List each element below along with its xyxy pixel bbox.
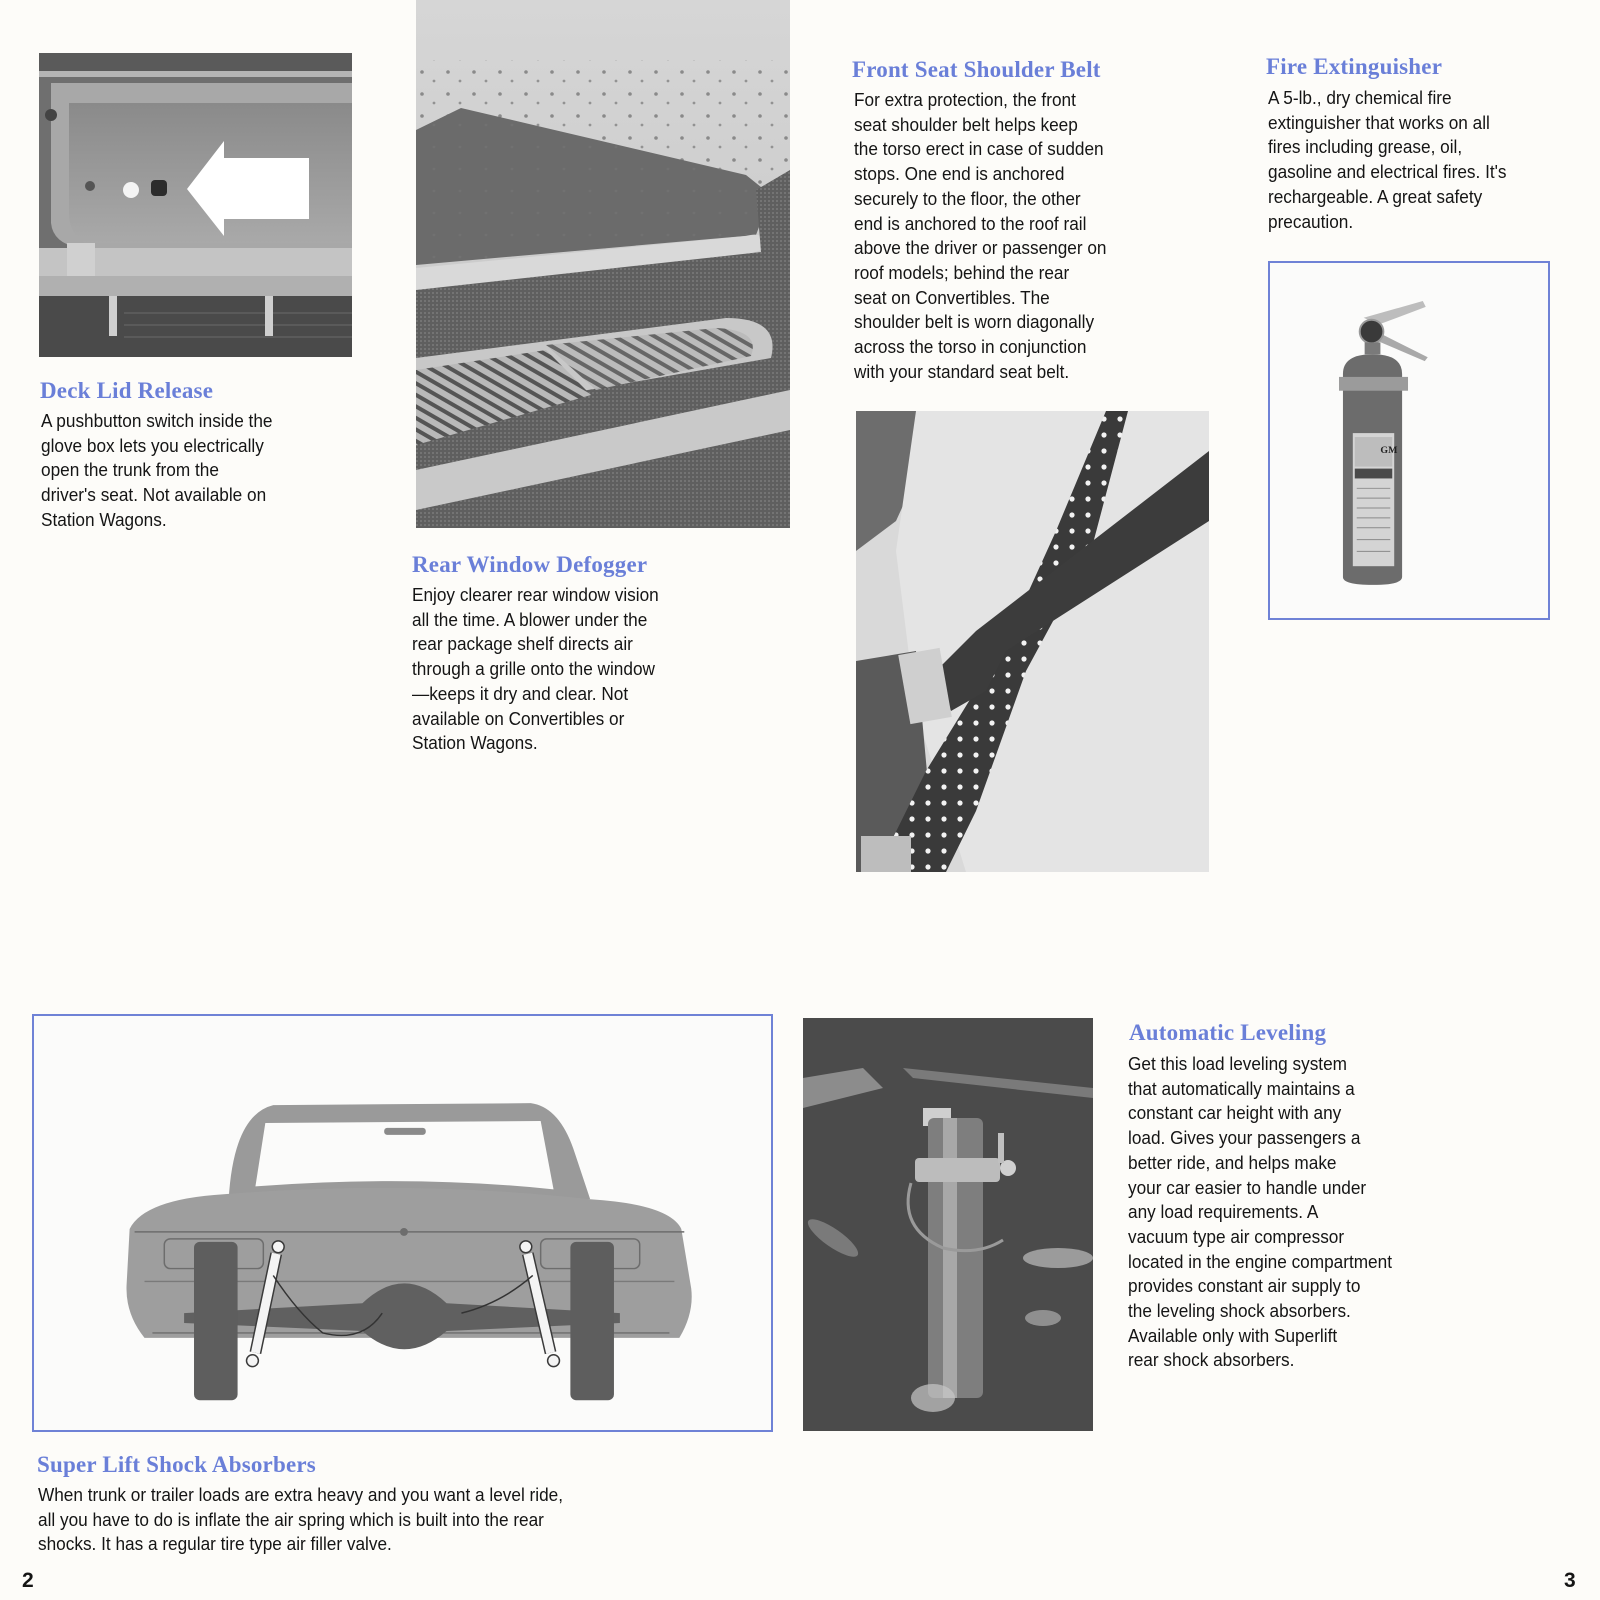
leveling-photo (803, 1018, 1093, 1431)
deck-lid-description (41, 409, 272, 533)
car-rear-illustration (34, 1016, 771, 1430)
text-line: Enjoy clearer rear window vision (412, 584, 659, 605)
text-line: provides constant air supply to (1128, 1275, 1361, 1297)
text-line: available on Convertibles or (412, 707, 625, 729)
text-line: your car easier to handle under (1128, 1176, 1367, 1198)
page-number-right: 3 (1564, 1569, 1576, 1592)
superlift-title: Super Lift Shock Absorbers (37, 1452, 316, 1477)
deck-lid-title: Deck Lid Release (40, 378, 214, 403)
text-line: fires including grease, oil, (1268, 136, 1463, 158)
text-line: open the trunk from the (41, 459, 219, 481)
text-line: across the torso in conjunction (854, 336, 1087, 358)
text-line: roof models; behind the rear (854, 261, 1070, 283)
text-line: —keeps it dry and clear. Not (412, 682, 629, 704)
text-line: vacuum type air compressor (1128, 1225, 1345, 1247)
text-line: rear package shelf directs air (412, 633, 633, 655)
extinguisher-label: GM (1380, 444, 1398, 456)
text-line: with your standard seat belt. (854, 360, 1070, 382)
text-line: glove box lets you electrically (41, 434, 264, 456)
extinguisher-photo-frame (1268, 261, 1550, 620)
text-line: A 5-lb., dry chemical fire (1268, 87, 1452, 108)
text-line: all you have to do is inflate the air spring which is built into the rear (38, 1508, 544, 1530)
text-line: Station Wagons. (412, 732, 538, 754)
defogger-photo (416, 0, 790, 528)
superlift-illustration-frame (32, 1014, 773, 1432)
text-line: the leveling shock absorbers. (1128, 1300, 1351, 1322)
superlift-description (38, 1483, 563, 1557)
text-line: gasoline and electrical fires. It's (1268, 161, 1507, 183)
text-line: the torso erect in case of sudden (854, 138, 1104, 160)
text-line: A pushbutton switch inside the (41, 410, 273, 431)
text-line: When trunk or trailer loads are extra heavy and you want a level ride, (38, 1484, 564, 1505)
text-line: rear shock absorbers. (1128, 1349, 1295, 1371)
text-line: all the time. A blower under the (412, 608, 648, 630)
text-line: Get this load leveling system (1128, 1053, 1347, 1074)
text-line: constant car height with any (1128, 1102, 1342, 1124)
text-line: precaution. (1268, 210, 1354, 232)
text-line: shoulder belt is worn diagonally (854, 311, 1095, 333)
extinguisher-description (1268, 86, 1507, 234)
defogger-description (412, 583, 659, 756)
page-number-left: 2 (22, 1569, 34, 1592)
text-line: stops. One end is anchored (854, 163, 1065, 185)
text-line: rechargeable. A great safety (1268, 185, 1483, 207)
shoulder-belt-title: Front Seat Shoulder Belt (852, 57, 1101, 82)
leveling-description (1128, 1052, 1392, 1373)
defogger-title: Rear Window Defogger (412, 552, 648, 577)
text-line: For extra protection, the front (854, 89, 1076, 110)
text-line: extinguisher that works on all (1268, 111, 1490, 133)
text-line: above the driver or passenger on (854, 237, 1107, 259)
text-line: any load requirements. A (1128, 1201, 1319, 1223)
deck-lid-photo (39, 53, 352, 357)
extinguisher-title: Fire Extinguisher (1266, 54, 1443, 79)
text-line: securely to the floor, the other (854, 187, 1081, 209)
text-line: that automatically maintains a (1128, 1077, 1355, 1099)
text-line: driver's seat. Not available on (41, 484, 267, 506)
text-line: load. Gives your passengers a (1128, 1127, 1361, 1149)
text-line: seat shoulder belt helps keep (854, 113, 1078, 135)
text-line: end is anchored to the roof rail (854, 212, 1087, 234)
shoulder-belt-description (854, 88, 1107, 384)
extinguisher-photo (1270, 263, 1548, 618)
text-line: shocks. It has a regular tire type air filler valve. (38, 1533, 392, 1555)
shoulder-belt-photo (856, 411, 1209, 872)
text-line: through a grille onto the window (412, 658, 655, 680)
leveling-title: Automatic Leveling (1129, 1020, 1327, 1045)
text-line: seat on Convertibles. The (854, 286, 1050, 308)
text-line: Station Wagons. (41, 508, 167, 530)
text-line: Available only with Superlift (1128, 1324, 1338, 1346)
text-line: better ride, and helps make (1128, 1151, 1337, 1173)
text-line: located in the engine compartment (1128, 1250, 1392, 1272)
